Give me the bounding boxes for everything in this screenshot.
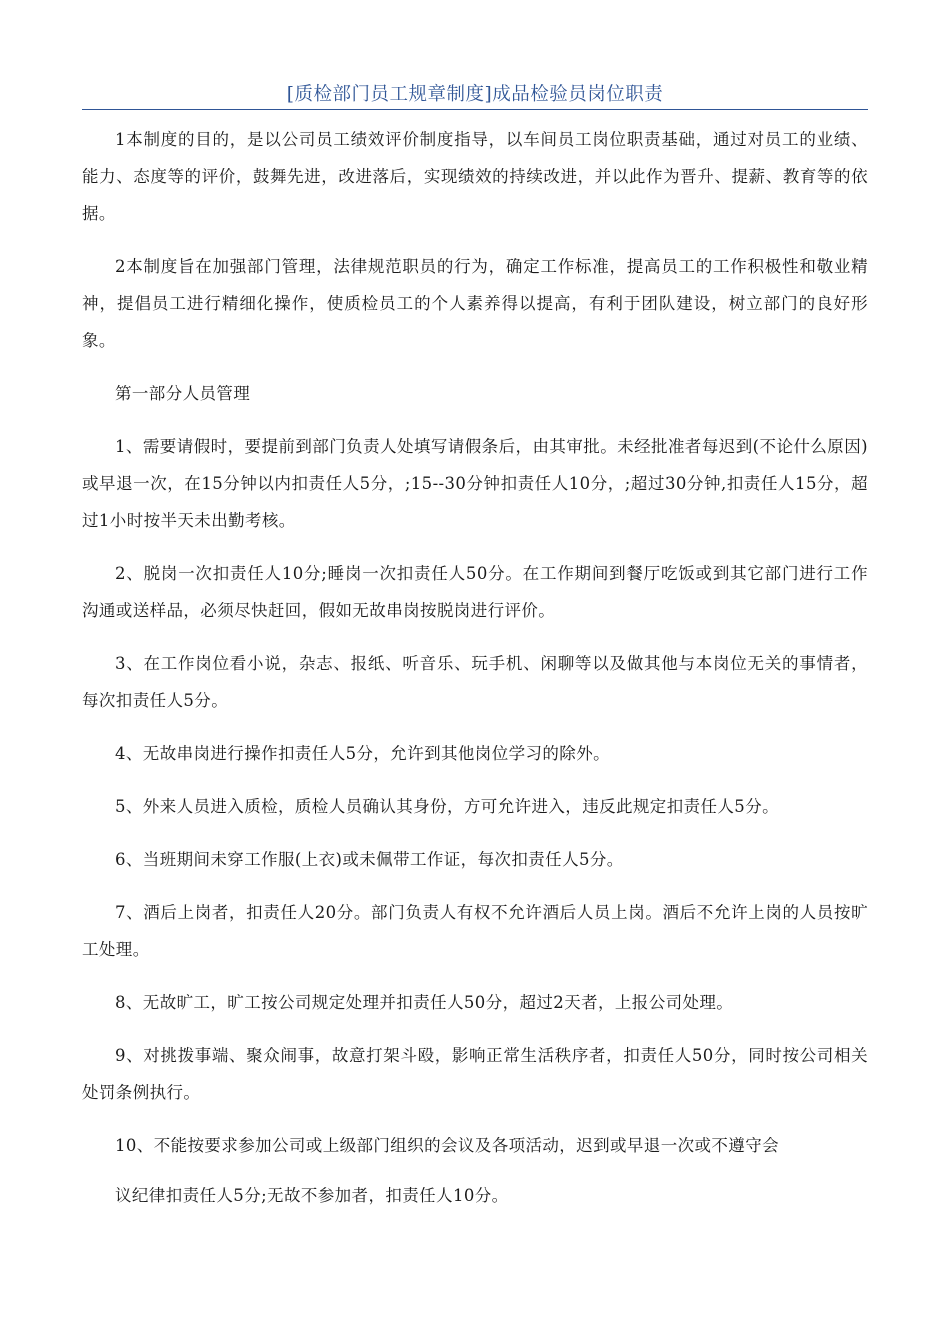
rule-item-5: 5、外来人员进入质检，质检人员确认其身份，方可允许进入，违反此规定扣责任人5分。 [115, 797, 779, 816]
paragraph-purpose: 1本制度的目的，是以公司员工绩效评价制度指导，以车间员工岗位职责基础，通过对员工的业绩、能力、态度等的评价，鼓舞先进，改进落后，实现绩效的持续改进，并以此作为晋升、提薪、教育等的依据。 [82, 130, 868, 223]
rule-item-10-continued: 议纪律扣责任人5分;无故不参加者，扣责任人10分。 [115, 1186, 509, 1205]
rule-item-3: 3、在工作岗位看小说，杂志、报纸、听音乐、玩手机、闲聊等以及做其他与本岗位无关的事情者，每次扣责任人5分。 [82, 654, 868, 710]
rule-item-7: 7、酒后上岗者，扣责任人20分。部门负责人有权不允许酒后人员上岗。酒后不允许上岗的人员按旷工处理。 [82, 903, 868, 959]
document-body [82, 121, 868, 1214]
rule-item-2: 2、脱岗一次扣责任人10分;睡岗一次扣责任人50分。在工作期间到餐厅吃饭或到其它部门进行工作沟通或送样品，必须尽快赶回，假如无故串岗按脱岗进行评价。 [82, 564, 868, 620]
rule-item-1: 1、需要请假时，要提前到部门负责人处填写请假条后，由其审批。未经批准者每迟到(不论什么原因)或早退一次，在15分钟以内扣责任人5分，;15--30分钟扣责任人10分，;超过30分钟,扣责任人15分，超过1小时按半天未出勤考核。 [82, 437, 868, 530]
rule-item-8: 8、无故旷工，旷工按公司规定处理并扣责任人50分，超过2天者，上报公司处理。 [115, 993, 734, 1012]
title-underline-rule [82, 109, 868, 110]
document-title: [质检部门员工规章制度]成品检验员岗位职责 [286, 84, 664, 105]
rule-item-9: 9、对挑拨事端、聚众闹事，故意打架斗殴，影响正常生活秩序者，扣责任人50分，同时按公司相关处罚条例执行。 [82, 1046, 868, 1102]
section-heading-personnel: 第一部分人员管理 [115, 384, 251, 403]
rule-item-6: 6、当班期间未穿工作服(上衣)或未佩带工作证，每次扣责任人5分。 [115, 850, 624, 869]
rule-item-4: 4、无故串岗进行操作扣责任人5分，允许到其他岗位学习的除外。 [115, 744, 610, 763]
rule-item-10: 10、不能按要求参加公司或上级部门组织的会议及各项活动，迟到或早退一次或不遵守会 [115, 1136, 779, 1155]
paragraph-aim: 2本制度旨在加强部门管理，法律规范职员的行为，确定工作标准，提高员工的工作积极性和敬业精神，提倡员工进行精细化操作，使质检员工的个人素养得以提高，有利于团队建设，树立部门的良好形象。 [82, 257, 868, 350]
